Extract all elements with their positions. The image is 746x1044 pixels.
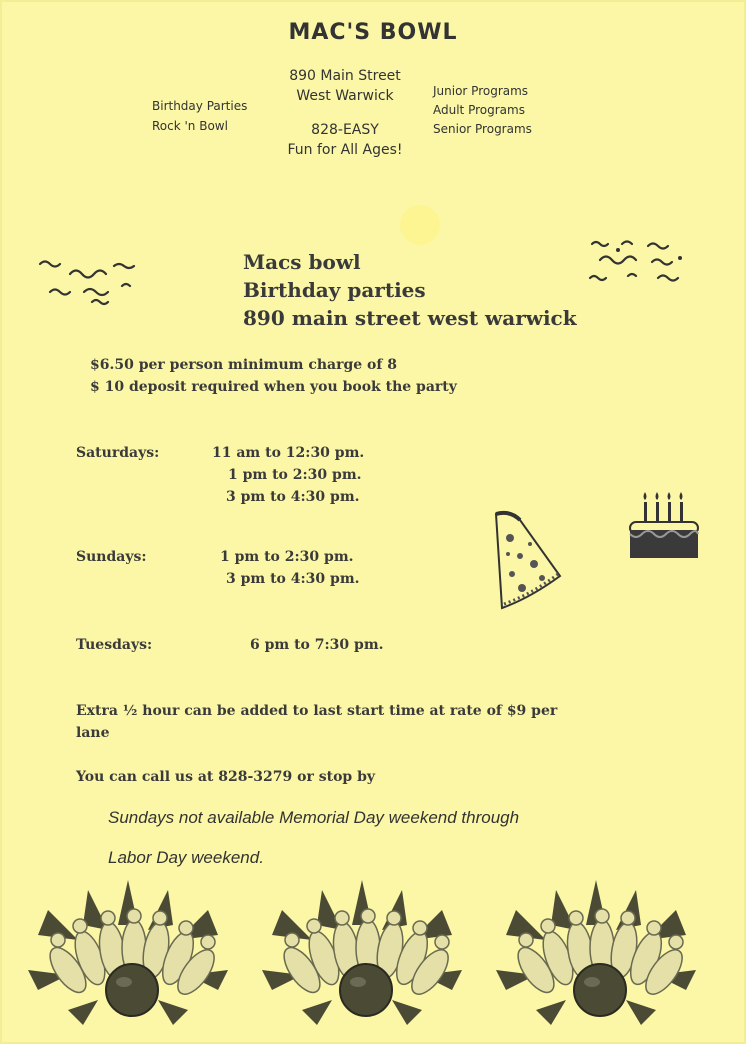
deposit-line: $ 10 deposit required when you book the party [90, 379, 457, 395]
contact-block [265, 120, 425, 160]
flyer-title: MAC'S BOWL [288, 20, 458, 45]
phone-word: 828-EASY [311, 122, 379, 138]
saturday-time-1: 11 am to 12:30 pm. [212, 445, 365, 461]
bowling-graphics-row [28, 880, 718, 1030]
confetti-right-icon [588, 236, 692, 284]
bowling-pins-icon [496, 880, 696, 1030]
saturday-time-2: 1 pm to 2:30 pm. [228, 467, 362, 483]
party-heading-2: Birthday parties [243, 278, 426, 302]
tagline: Fun for All Ages! [287, 142, 403, 158]
confetti-left-icon [36, 252, 142, 306]
program-junior: Junior Programs [433, 84, 529, 98]
address-line-2: West Warwick [296, 88, 394, 104]
birthday-cake-icon [626, 490, 702, 564]
party-heading-1: Macs bowl [243, 250, 361, 274]
sundays-note-line-1: Sundays not available Memorial Day weekend through [108, 808, 520, 827]
sundays-note-line-2: Labor Day weekend. [108, 848, 264, 867]
left-services [152, 96, 247, 136]
extra-hour-line-1: Extra ½ hour can be added to last start time at rate of $9 per [76, 703, 558, 719]
call-line: You can call us at 828-3279 or stop by [76, 769, 376, 785]
price-line: $6.50 per person minimum charge of 8 [90, 357, 398, 373]
bowling-pins-icon [28, 880, 228, 1030]
sundays-label: Sundays: [76, 549, 147, 565]
program-adult: Adult Programs [433, 103, 525, 117]
paper-stain [400, 205, 440, 245]
saturday-time-3: 3 pm to 4:30 pm. [226, 489, 360, 505]
party-heading-3: 890 main street west warwick [243, 306, 577, 330]
sunday-time-1: 1 pm to 2:30 pm. [220, 549, 354, 565]
program-senior: Senior Programs [433, 122, 532, 136]
sunday-time-2: 3 pm to 4:30 pm. [226, 571, 360, 587]
bowling-pins-icon [262, 880, 462, 1030]
tuesdays-label: Tuesdays: [76, 637, 153, 653]
service-rock-n-bowl: Rock 'n Bowl [152, 119, 228, 133]
extra-hour-line-2: lane [76, 725, 110, 741]
address-line-1: 890 Main Street [289, 68, 401, 84]
address-block [265, 66, 425, 106]
pizza-slice-icon [490, 508, 566, 612]
service-birthday-parties: Birthday Parties [152, 99, 248, 113]
programs-list [433, 82, 532, 139]
tuesday-time-1: 6 pm to 7:30 pm. [250, 637, 384, 653]
saturdays-label: Saturdays: [76, 445, 160, 461]
